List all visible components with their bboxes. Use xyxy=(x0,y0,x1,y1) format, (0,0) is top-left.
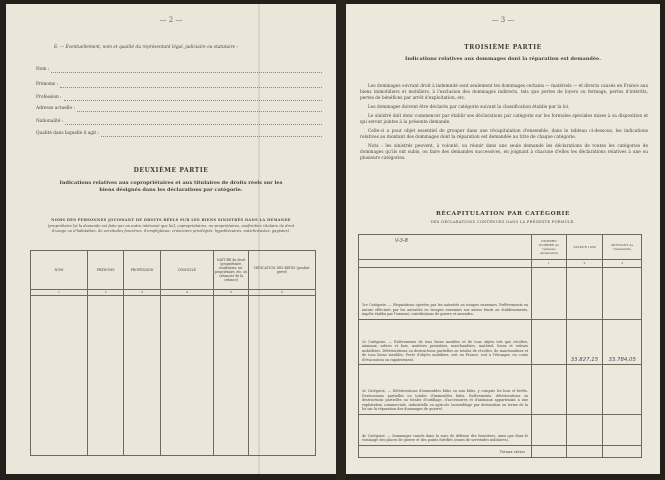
recap-row-category-2 xyxy=(359,319,642,364)
table-cell xyxy=(248,296,315,456)
category-number xyxy=(532,319,566,364)
field-label: Adresse actuelle : xyxy=(36,106,75,111)
total-value xyxy=(566,445,603,457)
recap-number-cell: 3 xyxy=(603,260,642,268)
total-amount xyxy=(603,445,642,457)
page-gutter xyxy=(336,0,346,480)
recap-row-category-4 xyxy=(359,414,642,445)
table-caption: NOMS DES PERSONNES JOUISSANT DE DROITS RÉELS SUR LES BIENS SINISTRÉS DANS LA DEMANDE xyxy=(51,218,291,222)
recap-subtitle: DES DÉCLARATIONS CONTENUES DANS LA PRÉSENTE FORMULE. xyxy=(430,220,576,224)
recap-number-cell: 2 xyxy=(566,260,603,268)
recap-title: RÉCAPITULATION PAR CATÉGORIE xyxy=(436,211,570,217)
category-value xyxy=(566,268,603,320)
field-input-line[interactable] xyxy=(60,82,322,88)
col-number: 6 xyxy=(248,290,315,296)
category-amount xyxy=(603,414,642,445)
left-page xyxy=(6,4,336,474)
field-input-line[interactable] xyxy=(51,67,322,73)
part-three-title: TROISIÈME PARTIE xyxy=(464,44,542,51)
table-note: (propriétaire [si la demande est faite par un autre intéressé que lui], copropriétaires, nu-propriétaires, usufruitier, titulaire de droit d'usage ou d'habitation, de servitudes foncières, d'emphytéose, créanciers privilégiés, hypothécaires, antichrésistes, gagistes). xyxy=(47,224,295,233)
handwritten-reference: V-3-8 xyxy=(395,238,408,244)
field-label: Qualité dans laquelle il agit : xyxy=(36,131,99,136)
table-cell xyxy=(31,296,88,456)
field-input-line[interactable] xyxy=(77,106,322,112)
category-amount xyxy=(603,268,642,320)
section-e-heading: E. — Éventuellement, nom et qualité du représentant légal, judiciaire ou statutaire : xyxy=(54,45,238,50)
category-number xyxy=(532,414,566,445)
instruction-paragraph: Les dommages ouvrant droit à indemnité sont seulement les dommages certains — matériels — et directs causés en France aux biens immobiliers et mobiliers, à l'exclusion des dommages indirects, tels que pertes de loyers ou fermage, pertes d'intérêts, pertes de bénéfices par arrêt d'exploitation, etc. xyxy=(360,84,648,101)
category-value: 33.827,15 xyxy=(566,319,603,364)
recap-col-category xyxy=(359,235,532,260)
total-number xyxy=(532,445,566,457)
recap-col-value: VALEUR 1939 xyxy=(566,235,603,260)
col-nature-droit: NATURE du droit (propriétaire, usufruitier, nu-propriétaire, etc. ou créancier de la créance) xyxy=(214,251,249,290)
col-nom: NOM xyxy=(31,251,88,290)
field-input-line[interactable] xyxy=(64,95,322,101)
field-row xyxy=(36,118,322,125)
page-number-left: — 2 — xyxy=(159,16,183,24)
col-number: 1 xyxy=(31,290,88,296)
col-number: 3 xyxy=(124,290,160,296)
field-row xyxy=(36,81,322,88)
table-cell xyxy=(160,296,214,456)
category-amount: 33.784,05 xyxy=(603,319,642,364)
table-cell xyxy=(124,296,160,456)
col-number: 5 xyxy=(214,290,249,296)
recap-col-number: NUMÉRO D'ORDRE de l'annexe déclaration xyxy=(532,235,566,260)
field-row xyxy=(36,105,322,112)
col-number: 2 xyxy=(88,290,124,296)
col-prenoms: PRÉNOMS xyxy=(88,251,124,290)
part-three-subtitle: Indications relatives aux dommages dont la réparation est demandée. xyxy=(405,56,601,62)
instruction-paragraph: Le sinistré doit donc commencer par établir ses déclarations par catégorie sur les formules spéciales mises à sa disposition et qui seront jointes à la présente demande. xyxy=(360,114,648,125)
holders-table xyxy=(30,250,316,456)
holders-table-row xyxy=(31,296,316,456)
instructions xyxy=(360,84,648,162)
right-page xyxy=(346,4,660,474)
col-profession: PROFESSION xyxy=(124,251,160,290)
table-cell xyxy=(214,296,249,456)
category-description: 1re Catégorie. — Réquisitions opérées par les autorités en troupes ennemies. Prélèvements en nature effectués par les autorités en troupes ennemies sur autres fonds ou établissements, impôts établis par l'ennemi, contributions de guerre et amendes. xyxy=(359,268,532,320)
col-indication-biens: INDICATION DES BIENS (produit grevé) xyxy=(248,251,315,290)
field-label: Prénoms : xyxy=(36,82,58,87)
field-row xyxy=(36,130,322,137)
field-row xyxy=(36,66,322,73)
col-domicile: DOMICILE xyxy=(160,251,214,290)
col-number: 4 xyxy=(160,290,214,296)
recap-table-header xyxy=(359,235,642,260)
category-value xyxy=(566,414,603,445)
recap-number-cell: 1 xyxy=(532,260,566,268)
category-amount xyxy=(603,365,642,415)
recap-col-amount: MONTANT de l'indemnité xyxy=(603,235,642,260)
category-value xyxy=(566,365,603,415)
instruction-paragraph: Nota : les sinistrés peuvent, à volonté, ou réunir dans une seule demande les déclarations de toutes les catégories de dommages qu'ils ont subis, ou faire des demandes successives, en joignant à chacune d'elles les déclarations relatives à une ou plusieurs catégories. xyxy=(360,144,648,161)
instruction-paragraph: Les dommages doivent être déclarés par catégorie suivant la classification établie par la loi. xyxy=(368,105,570,110)
recap-table-numbers xyxy=(359,260,642,268)
category-description: 2e Catégorie. — Enlèvements de tous biens meubles et de tous objets tels que récoltes, animaux, arbres et bois, matières premières, marchandises, matériel, biens et valeurs mobilières. Détériorations ou destructions partielles ou totales de récoltes, de marchandises et de tous biens meubles. Perte d'objets mobiliers, soit en France, soit à l'étranger, en cours d'évacuation ou rapatriement. xyxy=(359,319,532,364)
total-label: Totaux séries xyxy=(359,445,532,457)
category-description: 3e Catégorie. — Détériorations d'immeubles bâtis ou non bâtis, y compris les bois et forêts. Destructions partielles ou totales d'immeubles bâtis. Enlèvements, détériorations ou destructions partielles ou totales d'outillage, d'accessoires et d'animaux appartenant à une exploitation commerciale, industrielle ou agricole (assemblage par destination ou terme de la loi sur la réparation des dommages de guerre). xyxy=(359,365,532,415)
recap-row-category-1 xyxy=(359,268,642,320)
holders-table-header xyxy=(31,251,316,290)
recap-row-category-3 xyxy=(359,365,642,415)
field-row xyxy=(36,94,322,101)
category-number xyxy=(532,268,566,320)
part-two-subtitle: Indications relatives aux copropriétaires et aux titulaires de droits réels sur les biens désignés dans les déclarations par catégorie. xyxy=(59,180,283,193)
field-label: Nationalité : xyxy=(36,119,64,124)
category-description: 4e Catégorie. — Dommages causés dans la zone de défense des frontières, ainsi que dans le voisinage des places de guerre et des points fortifiés (zones de servitudes militaires). xyxy=(359,414,532,445)
recap-table xyxy=(358,234,642,458)
field-label: Profession : xyxy=(36,95,62,100)
recap-number-cell xyxy=(359,260,532,268)
field-input-line[interactable] xyxy=(65,119,322,125)
field-label: Nom : xyxy=(36,67,50,72)
instruction-paragraph: Celle-ci a pour objet essentiel de grouper dans une récapitulation d'ensemble, dans le tableau ci-dessous, les indications relatives au montant des dommages dont la réparation est demandée au titre de chaque catégorie. xyxy=(360,129,648,140)
category-number xyxy=(532,365,566,415)
recap-total-row xyxy=(359,445,642,457)
field-input-line[interactable] xyxy=(101,131,322,137)
part-two-title: DEUXIÈME PARTIE xyxy=(133,167,209,174)
table-cell xyxy=(88,296,124,456)
page-number-right: — 3 — xyxy=(491,16,515,24)
